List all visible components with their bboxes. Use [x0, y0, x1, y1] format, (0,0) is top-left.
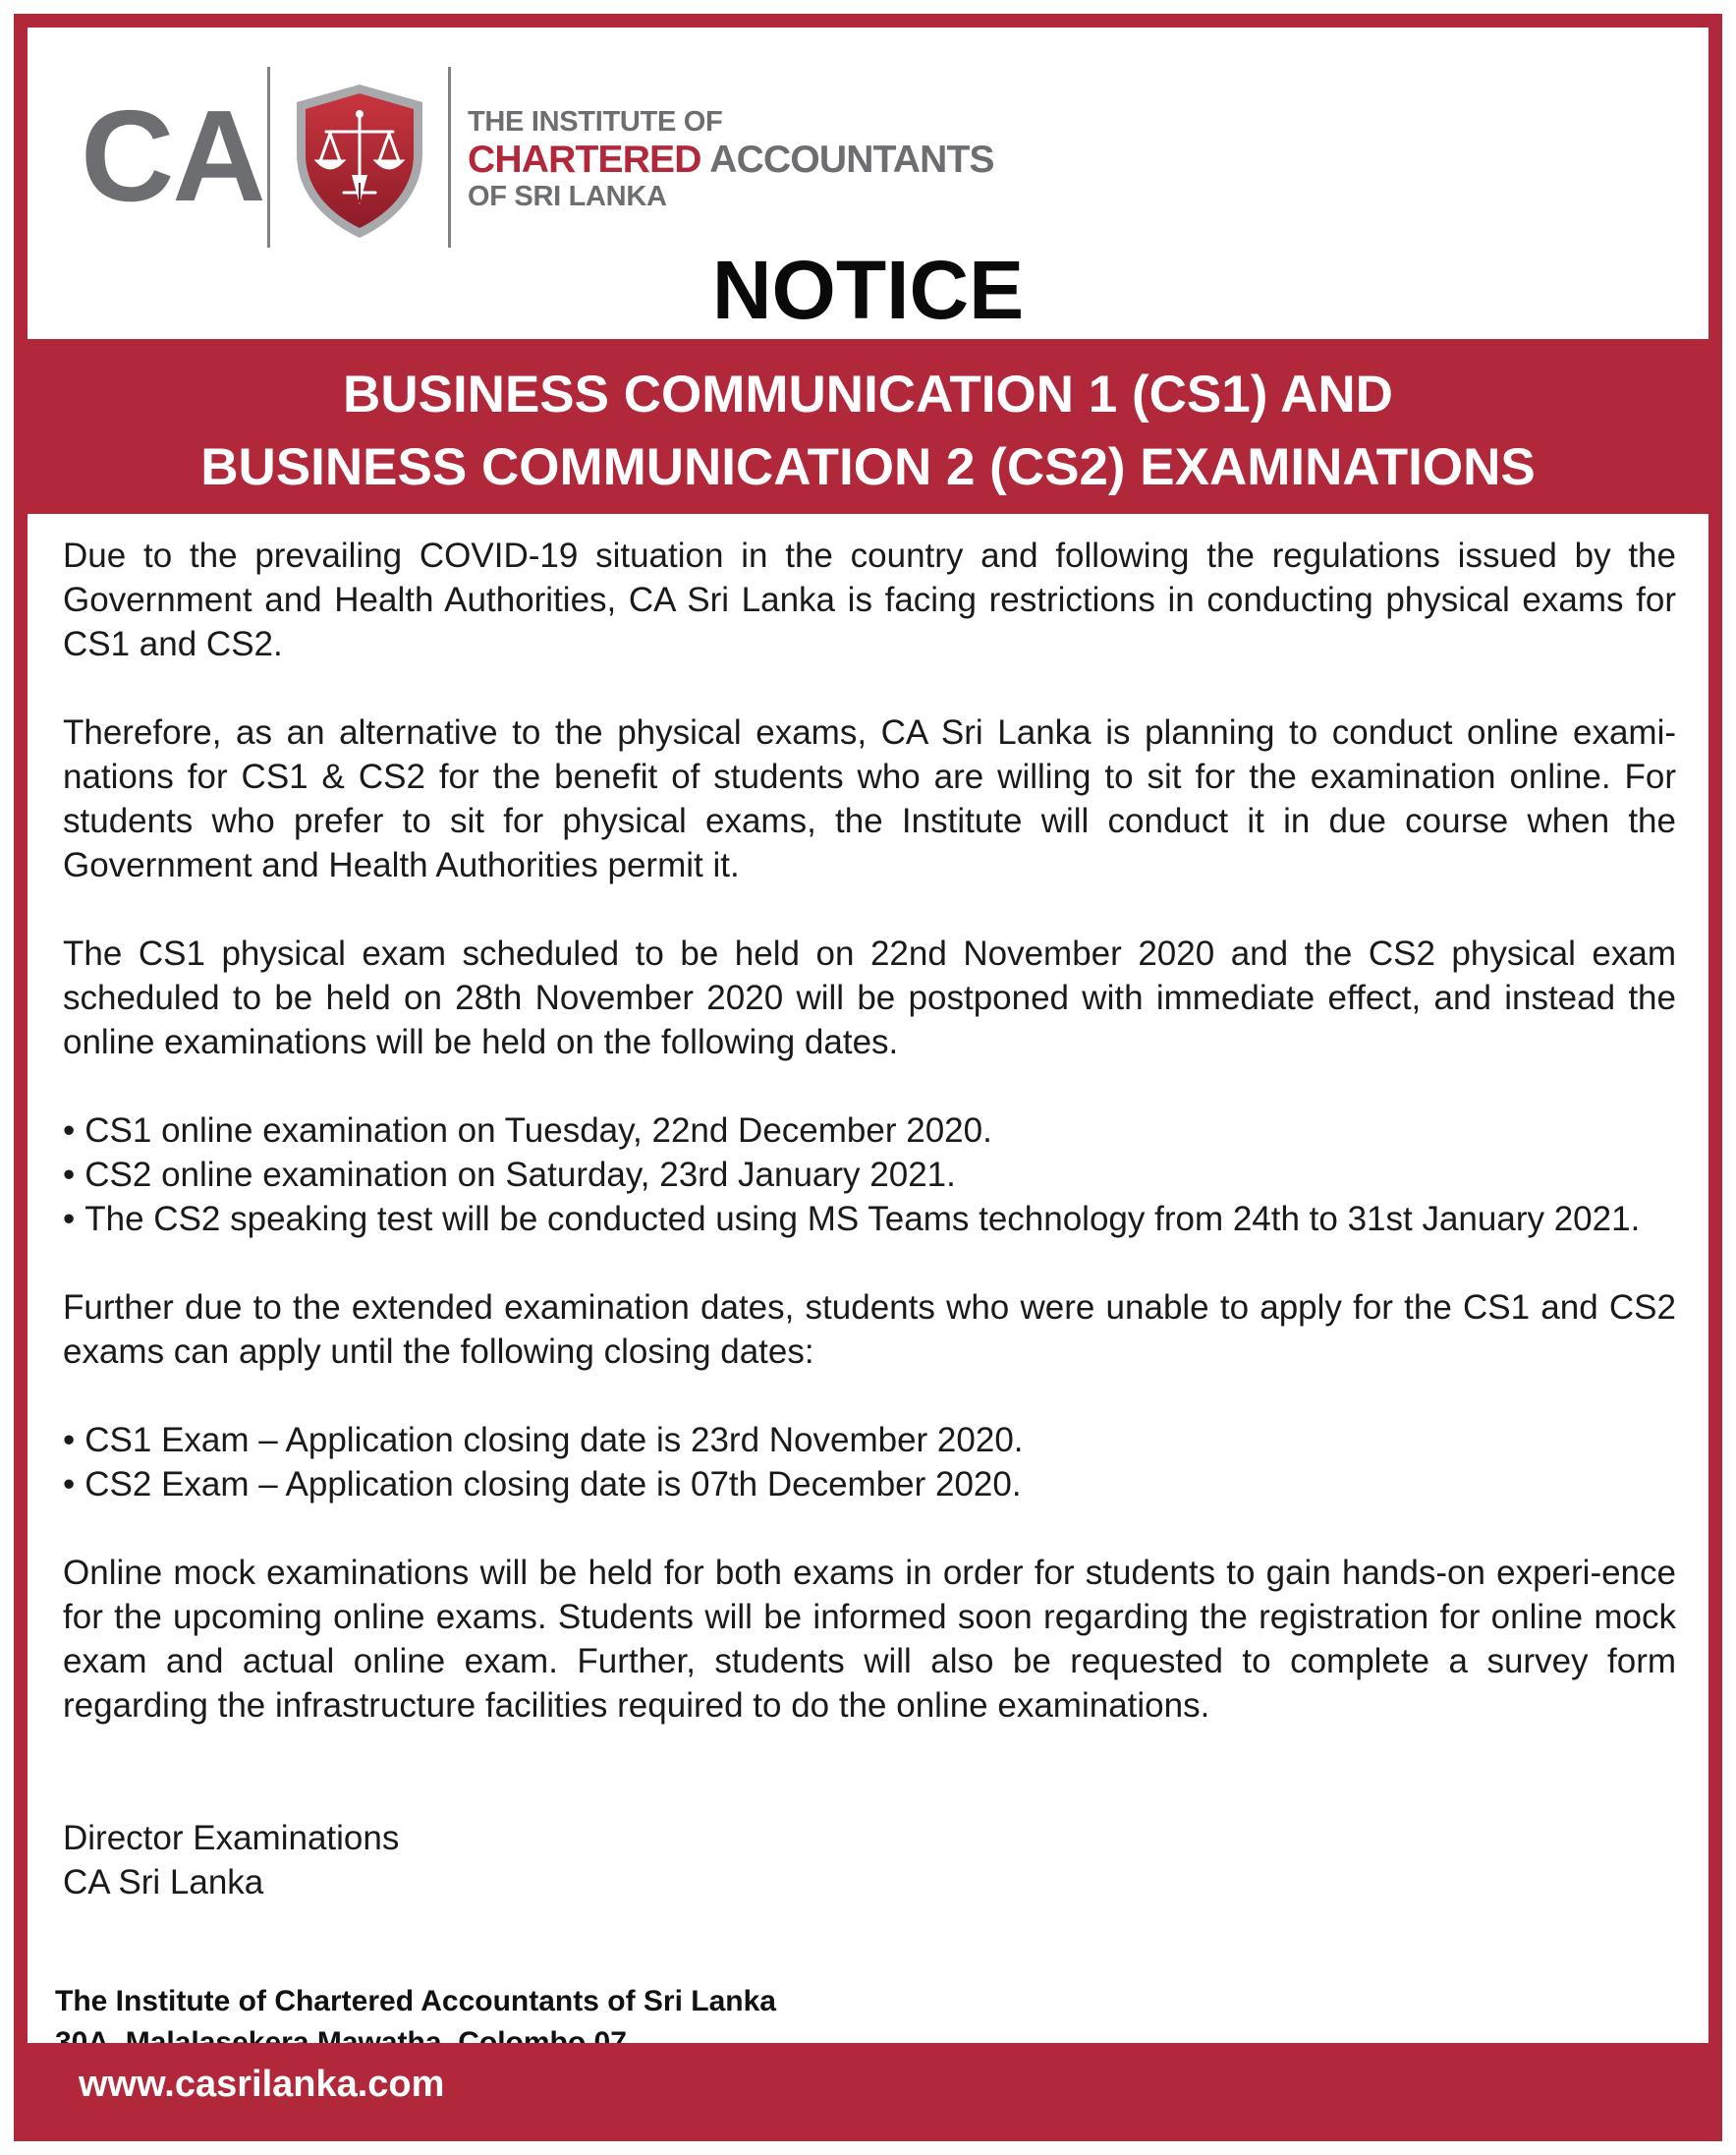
- logo-divider: [267, 67, 270, 248]
- footer-banner: [28, 2043, 1708, 2127]
- website-link[interactable]: www.casrilanka.com: [79, 2064, 445, 2105]
- list-item: • CS2 Exam – Application closing date is 07th December 2020.: [63, 1462, 1676, 1506]
- paragraph-postponement: The CS1 physical exam scheduled to be held on 22nd November 2020 and the CS2 physical exam scheduled to be held on 28th November 2020 will be postponed with immediate effect, and instead the online examinations will be held on the following dates.: [63, 935, 1676, 1061]
- signature-title: Director Examinations: [63, 1819, 400, 1857]
- list-item: • The CS2 speaking test will be conducted using MS Teams technology from 24th to 31st January 2021.: [63, 1197, 1676, 1241]
- paragraph-closing-dates-intro: Further due to the extended examination dates, students who were unable to apply for the CS1 and CS2 exams can apply until the following closing dates:: [63, 1288, 1676, 1371]
- notice-body: [63, 534, 1676, 1904]
- paragraph-covid-restrictions: Due to the prevailing COVID-19 situation in the country and following the regulations issued by the Government and Health Authorities, CA Sri Lanka is facing restrictions in conducting physical exams for CS1 and CS2.: [63, 537, 1676, 663]
- logo-wordmark: [468, 108, 994, 211]
- notice-frame: [14, 14, 1722, 2141]
- logo-text-accountants: ACCOUNTANTS: [709, 139, 994, 181]
- logo-text-line1: THE INSTITUTE OF: [468, 106, 723, 138]
- exam-title-line1: BUSINESS COMMUNICATION 1 (CS1) AND: [343, 366, 1393, 424]
- exam-title-line2: BUSINESS COMMUNICATION 2 (CS2) EXAMINATIONS: [200, 438, 1536, 496]
- list-item: • CS1 Exam – Application closing date is 23rd November 2020.: [63, 1418, 1676, 1462]
- logo-monogram: CA: [81, 84, 264, 228]
- signature-block: [63, 1816, 1676, 1904]
- paragraph-online-alternative: Therefore, as an alternative to the physical exams, CA Sri Lanka is planning to conduct online exami-nations for CS1 & CS2 for the benefit of students who are willing to sit for the examination online. For students who prefer to sit for physical exams, the Institute will conduct it in due course when the Government and Health Authorities permit it.: [63, 713, 1676, 884]
- address-line1: The Institute of Chartered Accountants of Sri Lanka: [55, 1985, 776, 2017]
- logo-text-line3: OF SRI LANKA: [468, 181, 667, 212]
- closing-dates-list: [63, 1418, 1676, 1506]
- list-item: • CS2 online examination on Saturday, 23rd January 2021.: [63, 1153, 1676, 1197]
- logo-text-chartered: CHARTERED: [468, 139, 701, 181]
- list-item: • CS1 online examination on Tuesday, 22nd December 2020.: [63, 1108, 1676, 1153]
- scales-of-justice-shield-icon: [291, 81, 428, 242]
- signature-org: CA Sri Lanka: [63, 1863, 264, 1901]
- notice-heading: NOTICE: [711, 244, 1025, 336]
- paragraph-mock-exams: Online mock examinations will be held for both exams in order for students to gain hands-on experi-ence for the upcoming online exams. Students will be informed soon regarding the registration for online mock exam and actual online exam. Further, students will also be requested to complete a survey form regarding the infrastructure facilities required to do the online examinations.: [63, 1554, 1676, 1725]
- exam-dates-list: [63, 1108, 1676, 1241]
- logo-text-line2: [468, 141, 994, 179]
- logo-divider: [448, 67, 451, 248]
- exam-title-banner: [28, 339, 1708, 514]
- ca-sri-lanka-logo: [81, 53, 994, 250]
